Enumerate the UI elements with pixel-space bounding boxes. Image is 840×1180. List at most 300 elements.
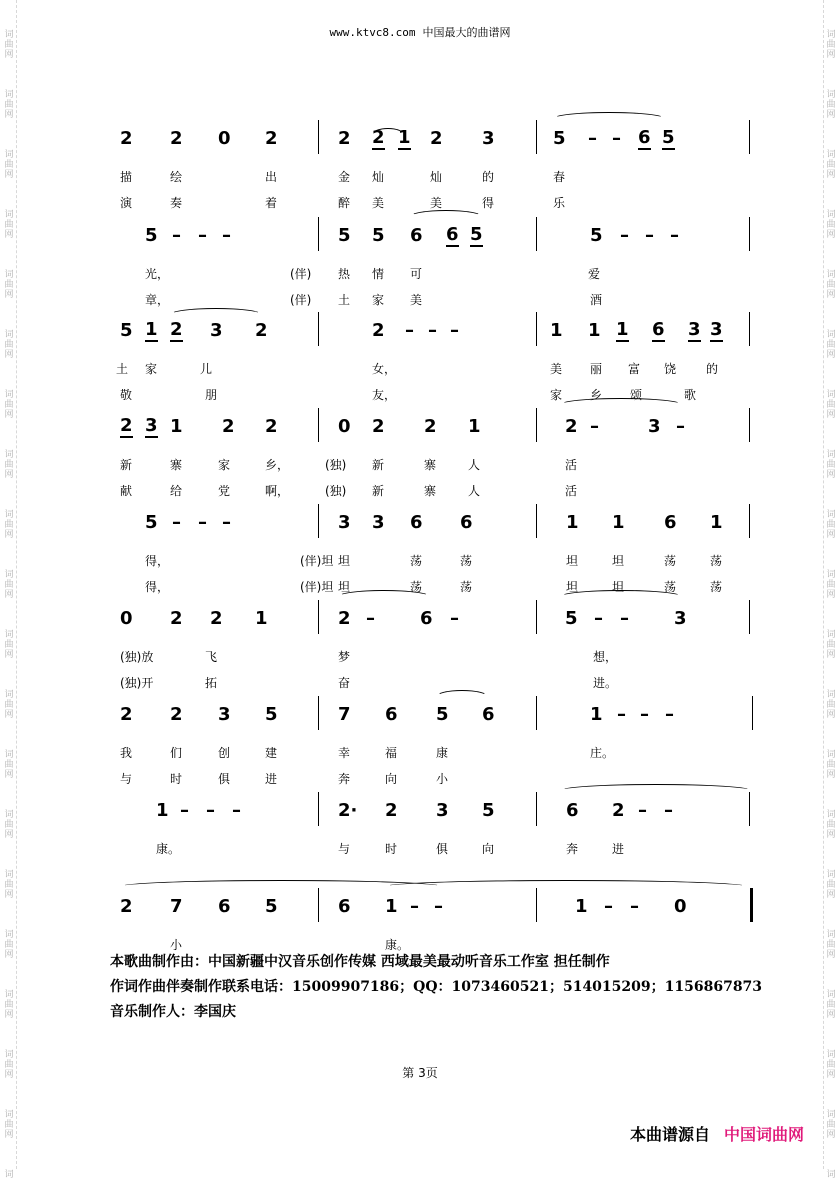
note: – (198, 512, 207, 533)
lyric-verse2: 进。 (593, 676, 618, 690)
note: 5 (565, 608, 578, 629)
lyric-verse2: 新 (372, 484, 385, 498)
lyric-verse2: 奋 (338, 676, 351, 690)
lyric-verse1: (独) (325, 458, 347, 472)
watermark-char: 词 (826, 1050, 836, 1060)
slur (553, 112, 665, 125)
watermark-char: 网 (826, 290, 836, 300)
note: 5 (145, 225, 158, 246)
note: – (588, 128, 597, 149)
watermark-char: 网 (826, 770, 836, 780)
lyric-verse2: 坦 (566, 580, 579, 594)
bar-line (749, 312, 750, 346)
watermark-char: 词 (4, 1110, 14, 1120)
lyric-verse1: 梦 (338, 650, 351, 664)
watermark-char: 词 (826, 630, 836, 640)
note: 2 (170, 128, 183, 149)
lyric-verse1: 儿 (200, 362, 213, 376)
note: 1 (385, 896, 398, 917)
lyric-verse1: (伴) (290, 267, 312, 281)
watermark-char: 曲 (4, 460, 14, 470)
lyric-verse1: 可 (410, 267, 423, 281)
slur (560, 784, 752, 797)
note: 5 (470, 224, 483, 245)
note: 3 (688, 319, 701, 340)
watermark-char: 词 (826, 450, 836, 460)
note: 6 (638, 127, 651, 148)
slur (560, 590, 682, 603)
note: 6 (218, 896, 231, 917)
watermark-char: 网 (4, 830, 14, 840)
lyric-verse2: 坦 (338, 580, 351, 594)
lyric-verse2: 醉 (338, 196, 351, 210)
lyric-verse2: 奔 (338, 772, 351, 786)
lyric-verse2: 乐 (553, 196, 566, 210)
score-row (0, 704, 840, 786)
note: 2· (338, 800, 358, 821)
note: 3 (218, 704, 231, 725)
note: 2 (338, 608, 351, 629)
watermark-char: 网 (4, 50, 14, 60)
note: – (410, 896, 419, 917)
bar-line (318, 312, 319, 346)
watermark-char: 词 (826, 870, 836, 880)
lyric-verse1: 绘 (170, 170, 183, 184)
watermark-char: 网 (826, 590, 836, 600)
note: 1 (468, 416, 481, 437)
slur (372, 128, 404, 141)
lyric-verse1: 幸 (338, 746, 351, 760)
bar-line (536, 217, 537, 251)
note: 2 (338, 128, 351, 149)
lyric-verse1: 新 (372, 458, 385, 472)
watermark-char: 曲 (826, 160, 836, 170)
note: 1 (145, 319, 158, 340)
note: 2 (372, 127, 385, 148)
note: 3 (338, 512, 351, 533)
bar-line (536, 504, 537, 538)
watermark-char: 曲 (4, 1000, 14, 1010)
lyric-verse1: 俱 (436, 842, 449, 856)
lyric-verse2: 寨 (424, 484, 437, 498)
lyric-verse1: 新 (120, 458, 133, 472)
note: 2 (120, 896, 133, 917)
note: 3 (482, 128, 495, 149)
note: 5 (120, 320, 133, 341)
note: 6 (410, 512, 423, 533)
lyric-verse2: 小 (436, 772, 449, 786)
bar-line (750, 888, 753, 922)
lyric-verse2: 酒 (590, 293, 603, 307)
note: 2 (170, 704, 183, 725)
bar-line (318, 504, 319, 538)
watermark-char: 曲 (826, 760, 836, 770)
note: – (676, 416, 685, 437)
watermark-char: 词 (826, 1170, 836, 1180)
lyric-verse2: 歌 (684, 388, 697, 402)
note: 6 (420, 608, 433, 629)
watermark-char: 曲 (4, 700, 14, 710)
watermark-char: 词 (826, 510, 836, 520)
note: – (664, 800, 673, 821)
lyric-verse2: 美 (372, 196, 385, 210)
lyric-verse2: 家 (372, 293, 385, 307)
score-row (0, 608, 840, 690)
note: – (604, 896, 613, 917)
note: – (645, 225, 654, 246)
lyric-verse2: 演 (120, 196, 133, 210)
watermark-char: 曲 (4, 1060, 14, 1070)
note: 2 (255, 320, 268, 341)
lyric-verse2: 向 (385, 772, 398, 786)
note: 2 (372, 320, 385, 341)
lyric-verse2: 进 (265, 772, 278, 786)
watermark-char: 网 (826, 950, 836, 960)
note: 6 (566, 800, 579, 821)
score-row (0, 224, 840, 307)
bar-line (318, 696, 319, 730)
note: 6 (664, 512, 677, 533)
lyric-verse1: 热 (338, 267, 351, 281)
note: 3 (674, 608, 687, 629)
note: 2 (120, 704, 133, 725)
watermark-char: 曲 (4, 760, 14, 770)
lyric-verse2: 得， (145, 580, 170, 594)
watermark-char: 词 (826, 270, 836, 280)
note: – (640, 704, 649, 725)
note: 5 (590, 225, 603, 246)
note: 1 (156, 800, 169, 821)
lyric-verse1: 光， (145, 267, 170, 281)
note: – (206, 800, 215, 821)
note: 2 (612, 800, 625, 821)
watermark-char: 词 (4, 570, 14, 580)
watermark-char: 网 (4, 770, 14, 780)
watermark-char: 词 (4, 150, 14, 160)
watermark-char: 词 (826, 150, 836, 160)
watermark-char: 曲 (826, 400, 836, 410)
note: 6 (385, 704, 398, 725)
note: 3 (710, 319, 723, 340)
lyric-verse2: 党 (218, 484, 231, 498)
note: – (366, 608, 375, 629)
watermark-char: 词 (4, 1050, 14, 1060)
watermark-char: 曲 (4, 940, 14, 950)
bar-line (536, 312, 537, 346)
lyric-verse1: 坦 (566, 554, 579, 568)
bar-line (318, 888, 319, 922)
lyric-verse2: 美 (430, 196, 443, 210)
lyric-verse1: 创 (218, 746, 231, 760)
bar-line (318, 408, 319, 442)
lyric-verse1: 康。 (156, 842, 181, 856)
lyric-verse2: 荡 (664, 580, 677, 594)
note: 2 (430, 128, 443, 149)
bar-line (749, 504, 750, 538)
note: 5 (482, 800, 495, 821)
watermark-char: 曲 (4, 400, 14, 410)
watermark-char: 词 (4, 30, 14, 40)
note: 1 (255, 608, 268, 629)
lyric-verse1: 荡 (410, 554, 423, 568)
note: – (638, 800, 647, 821)
note: 1 (550, 320, 563, 341)
lyric-verse1: 小 (170, 938, 183, 952)
watermark-char: 词 (4, 630, 14, 640)
note: 2 (385, 800, 398, 821)
site-url: www.ktvc8.com (329, 26, 416, 39)
note: 6 (446, 224, 459, 245)
watermark-char: 网 (4, 230, 14, 240)
watermark-char: 曲 (826, 220, 836, 230)
note: 5 (265, 896, 278, 917)
footer-producer-line: 音乐制作人：李国庆 (110, 1004, 236, 1020)
lyric-verse1: 向 (482, 842, 495, 856)
lyric-verse2: 奏 (170, 196, 183, 210)
watermark-char: 曲 (826, 580, 836, 590)
slur (436, 690, 488, 703)
watermark-char: 词 (4, 1170, 14, 1180)
lyric-verse2: 乡 (590, 388, 603, 402)
note: 3 (210, 320, 223, 341)
note: – (630, 896, 639, 917)
watermark-char: 词 (826, 1110, 836, 1120)
watermark-char: 曲 (826, 880, 836, 890)
lyric-verse1: 家 (145, 362, 158, 376)
lyric-verse1: 情 (372, 267, 385, 281)
lyric-verse1: 的 (706, 362, 719, 376)
note: – (450, 608, 459, 629)
note: 0 (674, 896, 687, 917)
note: 2 (565, 416, 578, 437)
watermark-char: 网 (4, 950, 14, 960)
lyric-verse1: 爱 (588, 267, 601, 281)
watermark-char: 网 (4, 650, 14, 660)
watermark-char: 词 (4, 510, 14, 520)
lyric-verse1: 女， (372, 362, 397, 376)
lyric-verse2: 拓 (205, 676, 218, 690)
watermark-char: 网 (826, 830, 836, 840)
watermark-char: 网 (4, 530, 14, 540)
watermark-char: 词 (826, 390, 836, 400)
page-header (0, 24, 840, 40)
watermark-char: 词 (4, 990, 14, 1000)
watermark-char: 曲 (4, 520, 14, 530)
note: – (590, 416, 599, 437)
watermark-char: 曲 (826, 40, 836, 50)
watermark-char: 词 (4, 870, 14, 880)
watermark-char: 曲 (826, 460, 836, 470)
slur (560, 398, 682, 411)
watermark-char: 曲 (4, 580, 14, 590)
lyric-verse2: 俱 (218, 772, 231, 786)
lyric-verse2: 给 (170, 484, 183, 498)
lyric-verse1: 与 (338, 842, 351, 856)
watermark-char: 词 (826, 690, 836, 700)
lyric-verse1: 建 (265, 746, 278, 760)
bar-line (749, 792, 750, 826)
note: 2 (120, 128, 133, 149)
bar-line (749, 408, 750, 442)
note: 1 (588, 320, 601, 341)
lyric-verse2: 家 (550, 388, 563, 402)
watermark-char: 曲 (4, 820, 14, 830)
note: – (670, 225, 679, 246)
note: 6 (338, 896, 351, 917)
note: 0 (120, 608, 133, 629)
watermark-char: 网 (4, 110, 14, 120)
lyric-verse2: 荡 (460, 580, 473, 594)
note: 6 (482, 704, 495, 725)
watermark-char: 曲 (826, 340, 836, 350)
watermark-char: 网 (826, 1130, 836, 1140)
note: 1 (616, 319, 629, 340)
watermark-char: 词 (826, 330, 836, 340)
watermark-char: 词 (826, 750, 836, 760)
watermark-char: 曲 (826, 520, 836, 530)
lyric-verse1: 美 (550, 362, 563, 376)
score-row (0, 800, 840, 870)
lyric-verse1: 寨 (424, 458, 437, 472)
watermark-char: 词 (826, 570, 836, 580)
watermark-char: 网 (4, 170, 14, 180)
note: 3 (145, 415, 158, 436)
lyric-verse1: 富 (628, 362, 641, 376)
watermark-char: 词 (826, 930, 836, 940)
watermark-char: 曲 (826, 1120, 836, 1130)
lyric-verse1: (独)放 (120, 650, 154, 664)
note: – (428, 320, 437, 341)
lyric-verse1: 得， (145, 554, 170, 568)
note: 2 (372, 416, 385, 437)
note: 2 (170, 608, 183, 629)
lyric-verse2: (伴)坦 (300, 580, 334, 594)
lyric-verse2: 荡 (710, 580, 723, 594)
note: – (232, 800, 241, 821)
note: – (617, 704, 626, 725)
lyric-verse1: 寨 (170, 458, 183, 472)
bar-line (318, 217, 319, 251)
watermark-char: 曲 (826, 940, 836, 950)
note: – (450, 320, 459, 341)
lyric-verse1: 坦 (338, 554, 351, 568)
page-number: 第 3页 (402, 1066, 438, 1080)
lyric-verse1: 春 (553, 170, 566, 184)
lyric-verse1: 荡 (664, 554, 677, 568)
slur (170, 308, 262, 321)
note: 1 (170, 416, 183, 437)
note: 1 (575, 896, 588, 917)
note: – (620, 225, 629, 246)
source-attribution (630, 1122, 804, 1145)
lyric-verse2: 土 (338, 293, 351, 307)
note: 7 (170, 896, 183, 917)
watermark-char: 网 (4, 350, 14, 360)
note: 2 (424, 416, 437, 437)
lyric-verse1: 康 (436, 746, 449, 760)
lyric-verse1: (伴)坦 (300, 554, 334, 568)
lyric-verse2: 美 (410, 293, 423, 307)
lyric-verse1: 奔 (566, 842, 579, 856)
note: 6 (410, 225, 423, 246)
watermark-char: 词 (826, 30, 836, 40)
lyric-verse1: 灿 (372, 170, 385, 184)
bar-line (536, 888, 537, 922)
lyric-verse1: 家 (218, 458, 231, 472)
note: 5 (553, 128, 566, 149)
source-label: 本曲谱源自 (629, 1125, 710, 1144)
lyric-verse2: 荡 (410, 580, 423, 594)
note: 0 (218, 128, 231, 149)
lyric-verse1: 福 (385, 746, 398, 760)
watermark-char: 网 (826, 1070, 836, 1080)
note: 5 (265, 704, 278, 725)
note: 5 (436, 704, 449, 725)
note: 2 (265, 416, 278, 437)
lyric-verse2: (独) (325, 484, 347, 498)
lyric-verse1: 庄。 (590, 746, 615, 760)
lyric-verse1: 想， (593, 650, 618, 664)
watermark-char: 曲 (826, 700, 836, 710)
lyric-verse2: (伴) (290, 293, 312, 307)
note: – (172, 225, 181, 246)
watermark-char: 词 (826, 810, 836, 820)
note: 5 (662, 127, 675, 148)
score-row (0, 127, 840, 210)
lyric-verse1: 荡 (460, 554, 473, 568)
note: 5 (372, 225, 385, 246)
watermark-char: 网 (826, 110, 836, 120)
source-brand: 中国词曲网 (723, 1125, 804, 1144)
watermark-char: 网 (4, 590, 14, 600)
note: 6 (460, 512, 473, 533)
lyric-verse1: 我 (120, 746, 133, 760)
note: – (665, 704, 674, 725)
lyric-verse2: 时 (170, 772, 183, 786)
note: – (594, 608, 603, 629)
watermark-char: 曲 (826, 1060, 836, 1070)
lyric-verse1: 的 (482, 170, 495, 184)
note: 2 (170, 319, 183, 340)
lyric-verse1: 灿 (430, 170, 443, 184)
lyric-verse1: 活 (565, 458, 578, 472)
bar-line (536, 120, 537, 154)
bar-line (749, 600, 750, 634)
note: 3 (648, 416, 661, 437)
watermark-char: 词 (826, 90, 836, 100)
note: 5 (338, 225, 351, 246)
note: 7 (338, 704, 351, 725)
watermark-char: 网 (826, 650, 836, 660)
note: 1 (566, 512, 579, 533)
watermark-char: 网 (826, 50, 836, 60)
watermark-char: 网 (4, 290, 14, 300)
watermark-char: 网 (826, 530, 836, 540)
lyric-verse2: 友， (372, 388, 397, 402)
watermark-char: 网 (4, 1130, 14, 1140)
watermark-char: 网 (826, 1010, 836, 1020)
watermark-char: 网 (826, 470, 836, 480)
bar-line (318, 792, 319, 826)
note: – (222, 225, 231, 246)
score-row (0, 415, 840, 498)
watermark-char: 词 (4, 810, 14, 820)
watermark-char: 词 (4, 930, 14, 940)
note: – (612, 128, 621, 149)
bar-line (749, 217, 750, 251)
watermark-char: 词 (4, 90, 14, 100)
watermark-char: 曲 (826, 820, 836, 830)
